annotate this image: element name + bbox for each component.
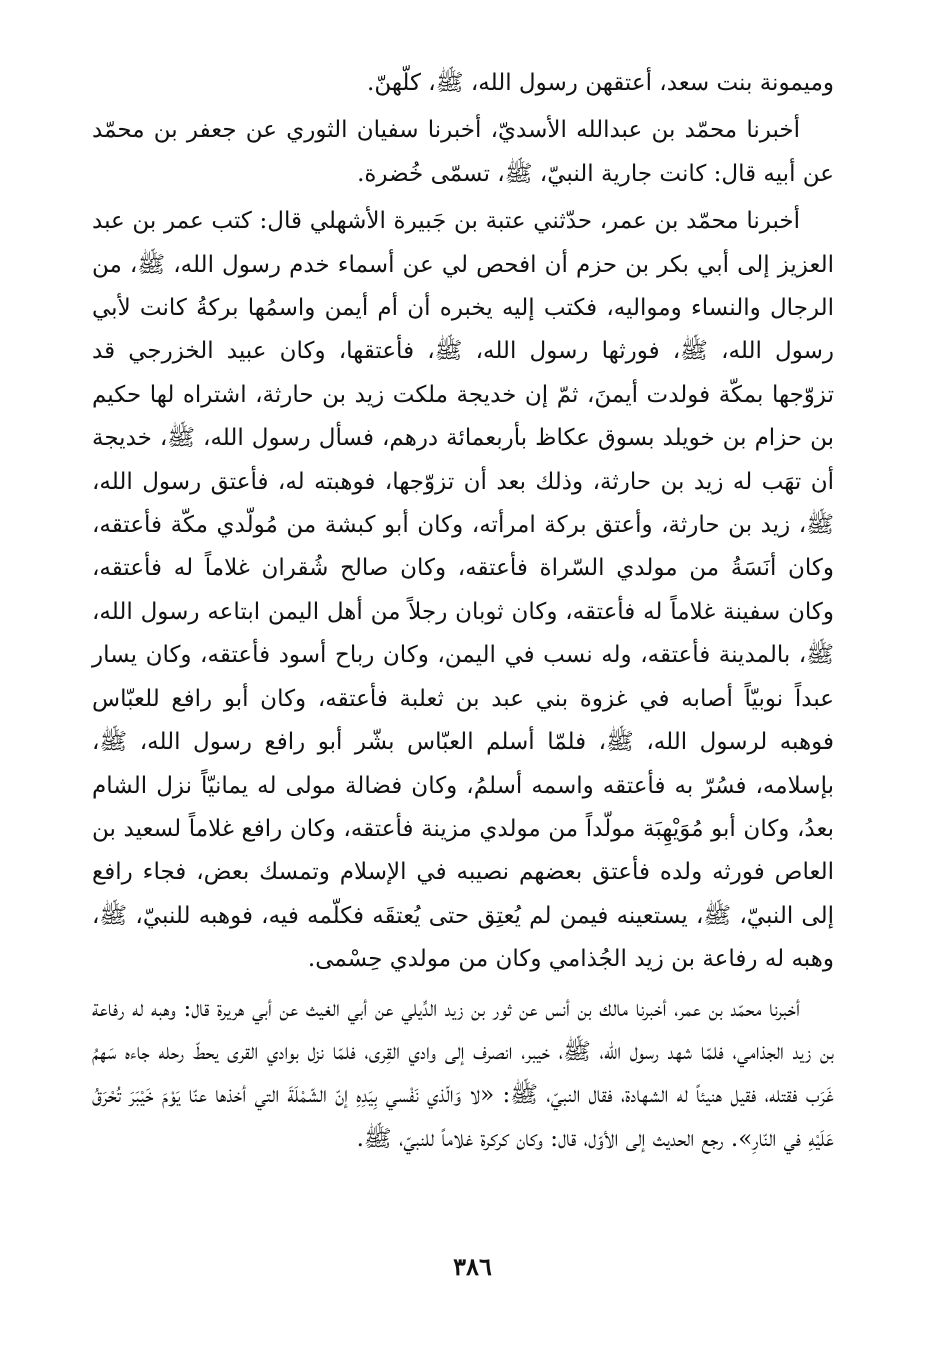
paragraph-4: أخبرنا محمّد بن عمر، أخبرنا مالك بن أنس عن ثور بن زيد الدِّيلي عن أبي الغيث عن أبي هريرة قال: وهبه له رفاعة بن زيد الجذامي، فلمّا شهد رسول الله، ﷺ، خيبر، انصرف إلى وادي القِرى، فلمّا نزل بوادي القرى يحطّ رحله جاءه سَهمُ غَرَب فقتله، فقيل هنيئاً له الشهادة، فقال النبيّ، ﷺ: «لا وَالّذي نَفْسي بِيَدِهِ إنّ الشّمْلَةَ التي أخذها عنّا يَوْمَ خَيْبَرَ تُحْرَقُ عَلَيْهِ في النّارِ». رجع الحديث إلى الأوّل، قال: وكان كركرة غلاماً للنبيّ، ﷺ.	[92, 995, 834, 1152]
paragraph-3: أخبرنا محمّد بن عمر، حدّثني عتبة بن جَبيرة الأشهلي قال: كتب عمر بن عبد العزيز إلى أبي بكر بن حزم أن افحص لي عن أسماء خدم رسول الله، ﷺ، من الرجال والنساء ومواليه، فكتب إليه يخبره أن أم أيمن واسمُها بركةُ كانت لأبي رسول الله، ﷺ، فورثها رسول الله، ﷺ، فأعتقها، وكان عبيد الخزرجي قد تزوّجها بمكّة فولدت أيمنَ، ثمّ إن خديجة ملكت زيد بن حارثة، اشتراه لها حكيم بن حزام بن خويلد بسوق عكاظ بأربعمائة درهم، فسأل رسول الله، ﷺ، خديجة أن تهَب له زيد بن حارثة، وذلك بعد أن تزوّجها، فوهبته له، فأعتق رسول الله، ﷺ، زيد بن حارثة، وأعتق بركة امرأته، وكان أبو كبشة من مُولّدي مكّة فأعتقه، وكان أنَسَةُ من مولدي السّراة فأعتقه، وكان صالح شُقران غلاماً له فأعتقه، وكان سفينة غلاماً له فأعتقه، وكان ثوبان رجلاً من أهل اليمن ابتاعه رسول الله، ﷺ، بالمدينة فأعتقه، وله نسب في اليمن، وكان رباح أسود فأعتقه، وكان يسار عبداً نوبيّاً أصابه في غزوة بني عبد بن ثعلبة فأعتقه، وكان أبو رافع للعبّاس فوهبه لرسول الله، ﷺ، فلمّا أسلم العبّاس بشّر أبو رافع رسول الله، ﷺ، بإسلامه، فسُرّ به فأعتقه واسمه أسلمُ، وكان فضالة مولى له يمانيّاً نزل الشام بعدُ، وكان أبو مُوَيْهِبَة مولّداً من مولدي مزينة فأعتقه، وكان رافع غلاماً لسعيد بن العاص فورثه ولده فأعتق بعضهم نصيبه في الإسلام وتمسك بعض، فجاء رافع إلى النبيّ، ﷺ، يستعينه فيمن لم يُعتِق حتى يُعتقَه فكلّمه فيه، فوهبه للنبيّ، ﷺ، وهبه له رفاعة بن زيد الجُذامي وكان من مولدي حِسْمى.	[92, 208, 834, 973]
paragraph-1: وميمونة بنت سعد، أعتقهن رسول الله، ﷺ، كلّهنّ.	[367, 70, 834, 96]
paragraph-2: أخبرنا محمّد بن عبدالله الأسديّ، أخبرنا سفيان الثوري عن جعفر بن محمّد عن أبيه قال: كانت جارية النبيّ، ﷺ، تسمّى خُضرة.	[92, 117, 834, 187]
page-body	[92, 62, 834, 1161]
page-number: ٣٨٦	[453, 1252, 492, 1281]
